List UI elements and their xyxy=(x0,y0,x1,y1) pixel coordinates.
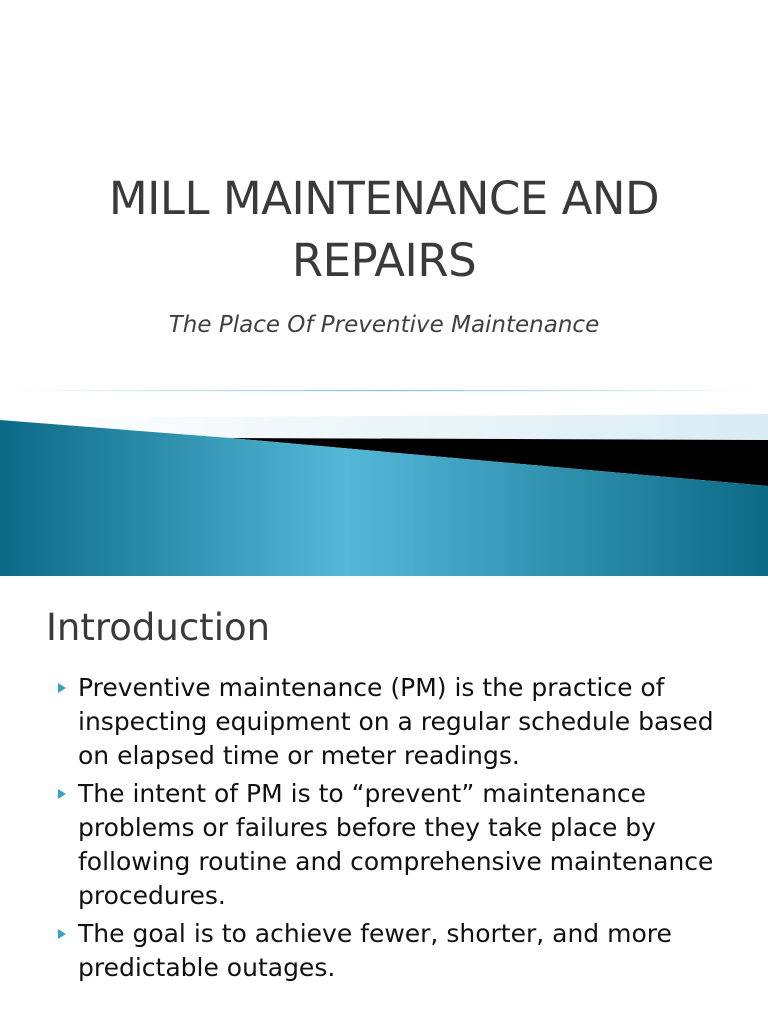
slide-subtitle: The Place Of Preventive Maintenance xyxy=(168,312,600,338)
list-item xyxy=(46,777,746,913)
bullet-arrow-icon xyxy=(58,683,66,693)
list-item xyxy=(46,917,746,985)
bullet-text: The goal is to achieve fewer, shorter, and more predictable outages. xyxy=(78,919,672,982)
bullet-text: The intent of PM is to “prevent” maintenance problems or failures before they take place by following routine and comprehensive maintenance procedures. xyxy=(78,779,714,910)
title-line-2: REPAIRS xyxy=(291,234,477,287)
title-line-1: MILL MAINTENANCE AND xyxy=(108,172,660,225)
bullet-list xyxy=(46,671,746,989)
list-item xyxy=(46,671,746,773)
intro-slide xyxy=(0,576,768,1024)
bullet-text: Preventive maintenance (PM) is the practice of inspecting equipment on a regular schedule based on elapsed time or meter readings. xyxy=(78,673,714,770)
intro-heading: Introduction xyxy=(46,606,271,649)
bullet-arrow-icon xyxy=(58,929,66,939)
thin-divider-line xyxy=(10,390,760,391)
bullet-arrow-icon xyxy=(58,789,66,799)
